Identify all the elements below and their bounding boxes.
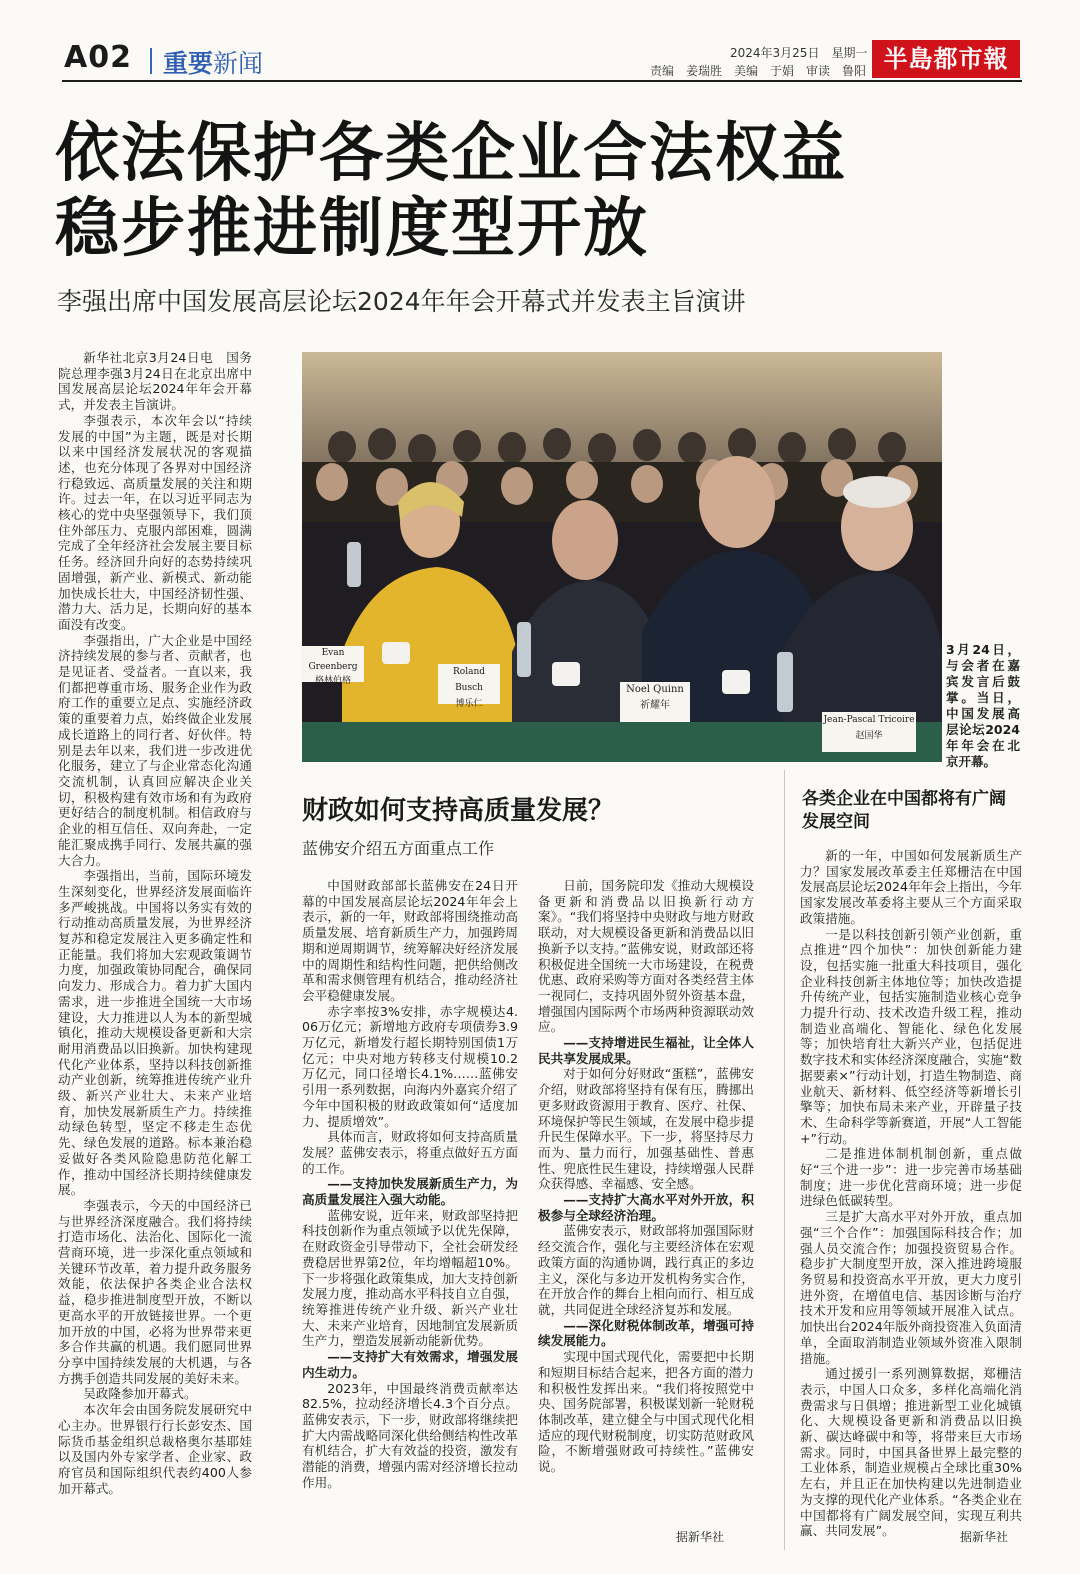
name-card (302, 646, 364, 686)
newspaper-logo: 半島都市報 (872, 40, 1020, 78)
column-divider (784, 770, 785, 1550)
development-paragraph: 三是扩大高水平对外开放，重点加强“三个合作”：加强国际科技合作；加强人员交流合作；加强投资贸易合作。稳步扩大制度型开放，深入推进跨境服务贸易和投资高水平开放，更大力度引进外资，在增值电信、基因诊断与治疗技术开发和应用等领域开展准入试点。加快出台2024年版外商投资准入负面清单，全面取消制造业领域外资准入限制措施。 (800, 1209, 1022, 1366)
name-card (620, 682, 690, 722)
development-paragraph: 新的一年，中国如何发展新质生产力？国家发展改革委主任郑栅洁在中国发展高层论坛2024年年会上指出，今年国家发展改革委将主要从三个方面采取政策措施。 (800, 848, 1022, 926)
finance-column-b (538, 878, 754, 1475)
headline-line-2: 稳步推进制度型开放 (55, 192, 649, 266)
masthead-rule (62, 80, 1022, 82)
lead-paragraph: 李强指出，广大企业是中国经济持续发展的参与者、贡献者，也是见证者、受益者。一直以来，我们都把尊重市场、服务企业作为政府工作的重要立足点、实施经济政策的重要着力点，始终做企业发展成长道路上的同行者、好伙伴。特别是去年以来，我们进一步改进优化服务，建立了与企业常态化沟通交流机制，认真回应解决企业关切，积极构建有效市场和有为政府更好结合的制度机制。相信政府与企业的相互信任、双向奔赴，一定能汇聚成携手同行、发展共赢的强大合力。 (58, 632, 252, 868)
name-card-en: Evan Greenberg (308, 648, 358, 672)
issue-date: 2024年3月25日 星期一 (730, 46, 868, 60)
photo-caption: 3月24日，与会者在嘉宾发言后鼓掌。当日，中国发展高层论坛2024年年会在北京开幕。 (946, 642, 1020, 769)
headline-subtitle: 李强出席中国发展高层论坛2024年年会开幕式并发表主旨演讲 (57, 287, 746, 316)
masthead-separator (150, 48, 152, 74)
section-name (163, 44, 263, 80)
finance-paragraph: 2023年，中国最终消费贡献率达82.5%，拉动经济增长4.3个百分点。蓝佛安表示，下一步，财政部将继续把扩大内需战略同深化供给侧结构性改革有机结合，扩大有效益的投资，激发有潜能的消费，增强内需对经济增长拉动作用。 (302, 1380, 518, 1490)
editorial-staff: 责编 姜瑞胜 美编 于娟 审读 鲁阳 (650, 64, 867, 78)
finance-paragraph: 对于如何分好财政“蛋糕”，蓝佛安介绍，财政部将坚持有保有压，腾挪出更多财政资源用于教育、医疗、社保、环境保护等民生领域，在发展中稳步提升民生保障水平。下一步，将坚持尽力而为、量力而行，加强基础性、普惠性、兜底性民生建设，持续增强人民群众获得感、幸福感、安全感。 (538, 1066, 754, 1192)
lead-story-column (58, 350, 252, 1496)
finance-paragraph: 赤字率按3%安排，赤字规模达4.06万亿元；新增地方政府专项债券3.9万亿元，新增发行超长期特别国债1万亿元；中央对地方转移支付规模10.2万亿元，同口径增长4.1%……蓝佛安引用一系列数据，向海内外嘉宾介绍了今年中国积极的财政政策如何“适度加力、提质增效”。 (302, 1003, 518, 1129)
development-source: 据新华社 (960, 1530, 1009, 1544)
finance-section-heading: ——支持加快发展新质生产力，为高质量发展注入强大动能。 (302, 1176, 518, 1208)
lead-paragraph: 李强表示，本次年会以“持续发展的中国”为主题，既是对长期以来中国经济发展状况的客观描述，也充分体现了各界对中国经济行稳致远、高质量发展的关注和期许。过去一年，在以习近平同志为核心的党中央坚强领导下，我们顶住外部压力、克服内部困难，圆满完成了全年经济社会发展主要目标任务。经济回升向好的态势持续巩固增强，新产业、新模式、新动能加快成长壮大，中国经济韧性强、潜力大、活力足，长期向好的基本面没有改变。 (58, 412, 252, 632)
name-card-en: Noel Quinn (626, 684, 684, 695)
finance-source: 据新华社 (676, 1530, 725, 1544)
name-card (822, 712, 916, 752)
finance-paragraph: 日前，国务院印发《推动大规模设备更新和消费品以旧换新行动方案》。“我们将坚持中央财政与地方财政联动，对大规模设备更新和消费品以旧换新予以支持。”蓝佛安说，财政部还将积极促进全国统一大市场建设，在税费优惠、政府采购等方面对各类经营主体一视同仁，支持巩固外贸外资基本盘，增强国内国际两个市场两种资源联动效应。 (538, 878, 754, 1035)
finance-paragraph: 蓝佛安表示，财政部将加强国际财经交流合作，强化与主要经济体在宏观政策方面的沟通协调，践行真正的多边主义，深化与多边开发机构务实合作，在开放合作的舞台上相向而行、相互成就，共同促进全球经济复苏和发展。 (538, 1223, 754, 1317)
finance-section-heading: ——深化财税体制改革，增强可持续发展能力。 (538, 1317, 754, 1349)
finance-section-heading: ——支持增进民生福祉，让全体人民共享发展成果。 (538, 1035, 754, 1066)
development-column (800, 848, 1022, 1539)
lead-paragraph: 李强表示，今天的中国经济已与世界经济深度融合。我们将持续打造市场化、法治化、国际化一流营商环境，进一步深化重点领域和关键环节改革，着力提升政务服务效能，依法保护各类企业合法权益，稳步推进制度型开放，不断以更高水平的开放链接世界。一个更加开放的中国，必将为世界带来更多合作共赢的机遇。我们愿同世界分享中国持续发展的大机遇，与各方携手创造共同发展的美好未来。 (58, 1197, 252, 1386)
name-card (438, 664, 500, 709)
section-name-rest: 新闻 (213, 49, 264, 78)
finance-paragraph: 具体而言，财政将如何支持高质量发展？蓝佛安表示，将重点做好五方面的工作。 (302, 1129, 518, 1176)
finance-story-subtitle: 蓝佛安介绍五方面重点工作 (302, 839, 495, 858)
lead-paragraph: 吴政隆参加开幕式。 (83, 1386, 197, 1402)
development-story-title: 各类企业在中国都将有广阔发展空间 (802, 789, 1006, 832)
name-card-en: Jean-Pascal Tricoire (823, 715, 915, 725)
finance-story-title: 财政如何支持高质量发展？ (302, 796, 615, 826)
lead-paragraph: 新华社北京3月24日电 国务院总理李强3月24日在北京出席中国发展高层论坛2024年年会开幕式，并发表主旨演讲。 (58, 350, 252, 413)
finance-column-a (302, 878, 518, 1490)
finance-section-heading: ——支持扩大高水平对外开放，积极参与全球经济治理。 (538, 1192, 754, 1223)
page-number: A02 (64, 40, 132, 75)
finance-paragraph: 中国财政部部长蓝佛安在24日开幕的中国发展高层论坛2024年年会上表示，新的一年，财政部将围绕推动高质量发展、培育新质生产力，加强跨周期和逆周期调节，统筹解决好经济发展中的周期性和结构性问题，把供给侧改革和需求侧管理有机结合，推动经济社会平稳健康发展。 (302, 878, 518, 1003)
lead-paragraph: 李强指出，当前，国际环境发生深刻变化，世界经济发展面临许多严峻挑战。中国将以务实有效的行动推动高质量发展，为世界经济复苏和稳定发展注入更多确定性和正能量。我们将加大宏观政策调节力度，加强政策协同配合，确保同向发力、形成合力。着力扩大国内需求，进一步推进全国统一大市场建设，大力推进以人为本的新型城镇化，推动大规模设备更新和大宗耐用消费品以旧换新。加快构建现代化产业体系，坚持以科技创新推动产业创新，统筹推进传统产业升级、新兴产业壮大、未来产业培育，加快发展新质生产力。持续推动绿色转型，坚定不移走生态优先、绿色发展的道路。标本兼治稳妥做好各类风险隐患防范化解工作，推动中国经济长期持续健康发展。 (58, 868, 252, 1198)
name-card-cn: 赵国华 (855, 731, 883, 741)
news-photo (302, 352, 942, 762)
development-paragraph: 二是推进体制机制创新，重点做好“三个进一步”：进一步完善市场基础制度；进一步优化营商环境；进一步促进绿色低碳转型。 (800, 1146, 1022, 1209)
development-paragraph: 一是以科技创新引领产业创新，重点推进“四个加快”：加快创新能力建设，包括实施一批重大科技项目，强化企业科技创新主体地位等；加快改造提升传统产业，包括实施制造业核心竞争力提升行动、技术改造升级工程，推动制造业高端化、智能化、绿色化发展等；加快培育壮大新兴产业，包括促进数字技术和实体经济深度融合，实施“数据要素×”行动计划，打造生物制造、商业航天、新材料、低空经济等新增长引擎等；加快布局未来产业，开辟量子技术、生命科学等新赛道，开展“人工智能+”行动。 (800, 926, 1022, 1146)
lead-paragraph: 本次年会由国务院发展研究中心主办。世界银行行长彭安杰、国际货币基金组织总裁格奥尔基耶娃以及国内外专家学者、企业家、政府官员和国际组织代表约400人参加开幕式。 (58, 1402, 252, 1496)
finance-paragraph: 实现中国式现代化，需要把中长期和短期目标结合起来，把各方面的潜力和积极性发挥出来。“我们将按照党中央、国务院部署，积极谋划新一轮财税体制改革，建立健全与中国式现代化相适应的现代财税制度，切实防范财政风险，不断增强财政可持续性。”蓝佛安说。 (538, 1349, 754, 1475)
section-name-strong: 重要 (163, 49, 214, 78)
name-card-cn: 祈耀年 (640, 700, 670, 711)
name-card-cn: 博乐仁 (455, 699, 483, 709)
name-card-cn: 格林伯格 (314, 676, 351, 686)
headline-line-1: 依法保护各类企业合法权益 (55, 117, 847, 191)
finance-section-heading: ——支持扩大有效需求，增强发展内生动力。 (302, 1349, 518, 1380)
name-card-en: Roland Busch (453, 667, 485, 693)
development-paragraph: 通过援引一系列测算数据，郑栅洁表示，中国人口众多，多样化高端化消费需求与日俱增；推进新型工业化城镇化、大规模设备更新和消费品以旧换新、碳达峰碳中和等，将带来巨大市场需求。同时，中国具备世界上最完整的工业体系，制造业规模占全球比重30%左右，并且正在加快构建以先进制造业为支撑的现代化产业体系。“各类企业在中国都将有广阔发展空间，实现互利共赢、共同发展”。 (800, 1366, 1022, 1539)
finance-paragraph: 蓝佛安说，近年来，财政部坚持把科技创新作为重点领域予以优先保障，在财政资金引导带动下，全社会研发经费稳居世界第2位，年均增幅超10%。下一步将强化政策集成，加大支持创新发展力度，推动高水平科技自立自强，统筹推进传统产业升级、新兴产业壮大、未来产业培育，因地制宜发展新质生产力，塑造发展新动能新优势。 (302, 1207, 518, 1349)
